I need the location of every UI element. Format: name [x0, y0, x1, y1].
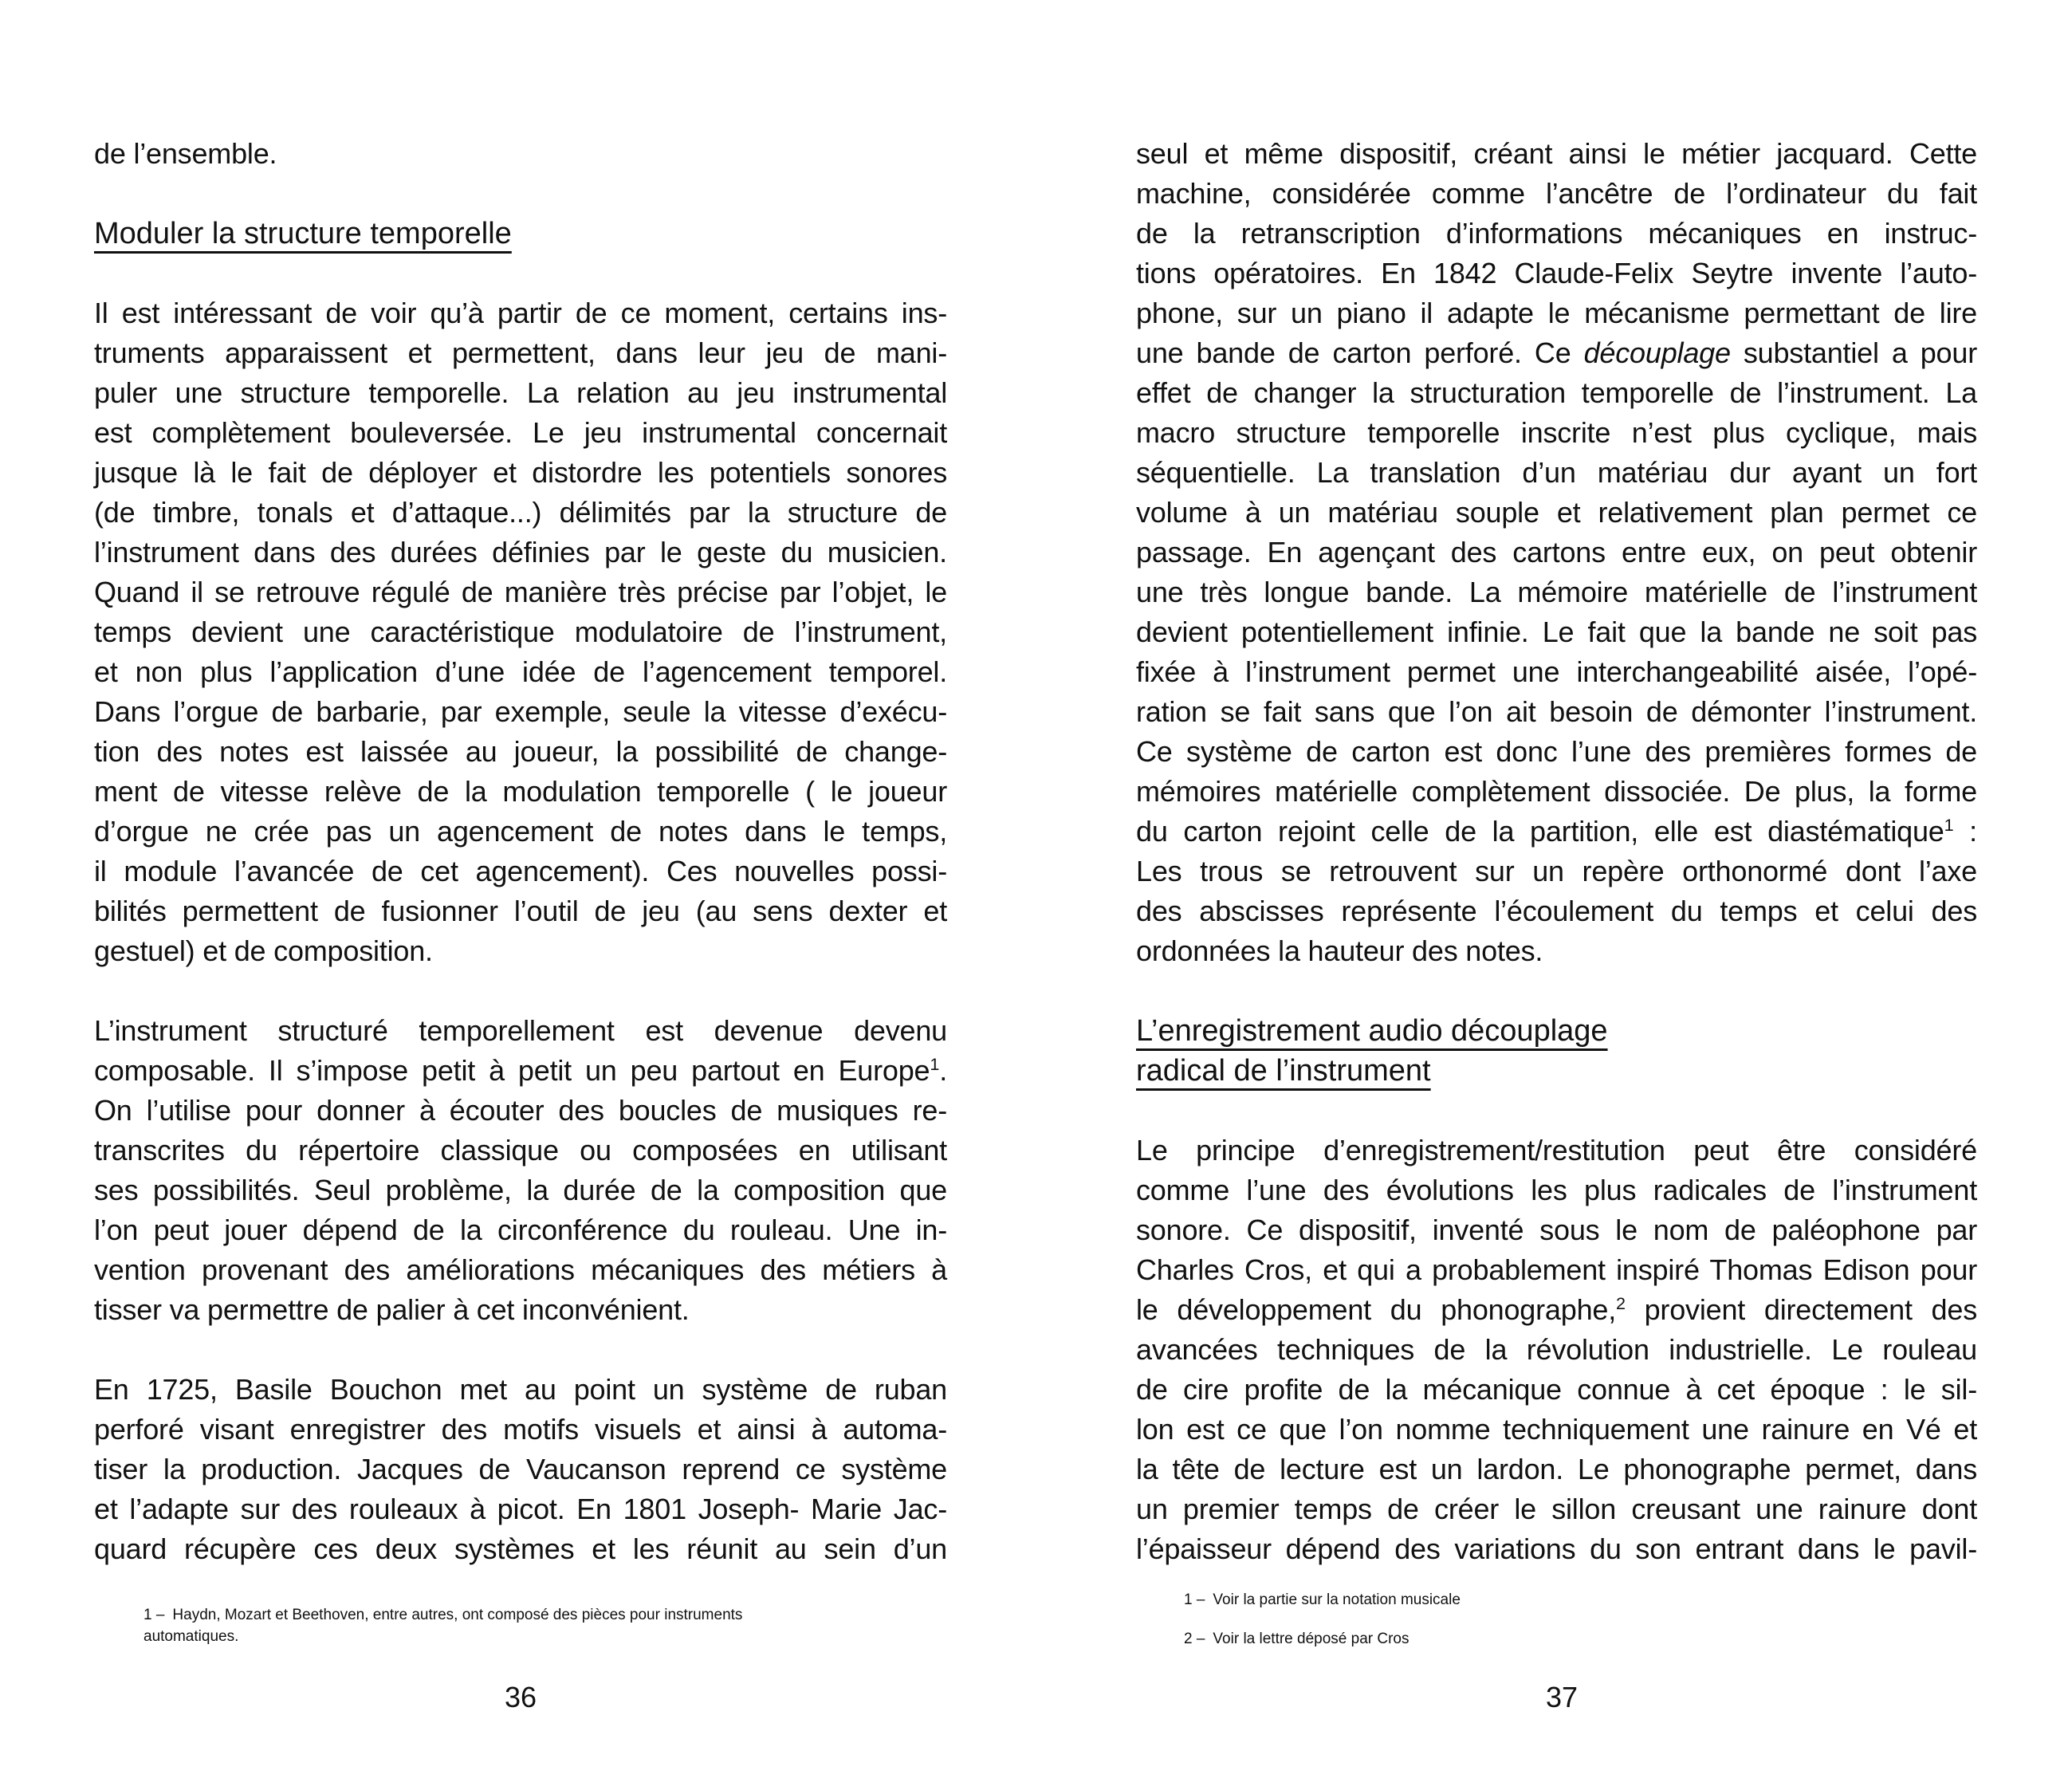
text-line: séquentielle. La translation d’un matériau dur ayant un fort — [1136, 456, 1977, 489]
text-line: ordonnées la hauteur des notes. — [1136, 934, 1543, 967]
text-line: transcrites du répertoire classique ou composées en utilisant — [94, 1134, 947, 1166]
paragraph — [94, 1011, 947, 1330]
text-line: de la retranscription d’informations mécaniques en instruc- — [1136, 217, 1977, 250]
text-line: composable. Il s’impose petit à petit un peu partout en Europe$^1$. — [94, 1054, 947, 1087]
text-line: Les trous se retrouvent sur un repère orthonormé dont l’axe — [1136, 855, 1977, 887]
footnote-mark[interactable]: 1 — [930, 1054, 940, 1074]
text-line: tiser la production. Jacques de Vaucanson reprend ce système — [94, 1453, 947, 1485]
text-line: Il est intéressant de voir qu’à partir de ce moment, certains ins- — [94, 297, 947, 329]
text-line: temps devient une caractéristique modulatoire de l’instrument, — [94, 616, 947, 648]
text-line: ment de vitesse relève de la modulation temporelle ( le joueur — [94, 775, 947, 808]
text-line: phone, sur un piano il adapte le mécanisme permettant de lire — [1136, 297, 1977, 329]
text-line: lon est ce que l’on nomme techniquement une rainure en Vé et — [1136, 1413, 1977, 1446]
text-line: Dans l’orgue de barbarie, par exemple, seule la vitesse d’exécu- — [94, 695, 947, 728]
text-line: (de timbre, tonals et d’attaque...) délimités par la structure de — [94, 496, 947, 529]
text-line: En 1725, Basile Bouchon met au point un système de ruban — [94, 1373, 947, 1406]
text-line: tisser va permettre de palier à cet inconvénient. — [94, 1293, 690, 1326]
footnote-mark[interactable]: 2 — [1616, 1293, 1626, 1313]
text-line: la tête de lecture est un lardon. Le phonographe permet, dans — [1136, 1453, 1977, 1485]
italic-term: découplage — [1583, 336, 1731, 369]
right-text-column — [1136, 134, 1977, 1569]
text-line: macro structure temporelle inscrite n’est plus cyclique, mais — [1136, 416, 1977, 449]
text-line: ses possibilités. Seul problème, la durée de la composition que — [94, 1174, 947, 1206]
text-line: une bande de carton perforé. Ce découplage substantiel a pour — [1136, 336, 1977, 369]
text-line: comme l’une des évolutions les plus radicales de l’instrument — [1136, 1174, 1977, 1206]
text-line: tions opératoires. En 1842 Claude-Felix Seytre invente l’auto- — [1136, 257, 1977, 289]
paragraph — [1136, 1131, 1977, 1569]
footnote-item: 2 – Voir la lettre déposé par Cros — [1184, 1631, 1410, 1647]
text-line: machine, considérée comme l’ancêtre de l’ordinateur du fait — [1136, 177, 1977, 210]
text-line: bilités permettent de fusionner l’outil de jeu (au sens dexter et — [94, 895, 947, 927]
text-line: L’instrument structuré temporellement est devenue devenu — [94, 1014, 947, 1047]
text-line: volume à un matériau souple et relativement plan permet ce — [1136, 496, 1977, 529]
footnote-item: 1 – Haydn, Mozart et Beethoven, entre autres, ont composé des pièces pour instruments — [144, 1607, 743, 1623]
footnote-mark[interactable]: 1 — [1944, 815, 1954, 835]
footnote-continuation: automatiques. — [144, 1628, 239, 1645]
footnote-item: 1 – Voir la partie sur la notation musicale — [1184, 1591, 1461, 1608]
text-line: mémoires matérielle complètement dissociée. De plus, la forme — [1136, 775, 1977, 808]
text-line: gestuel) et de composition. — [94, 934, 433, 967]
text-line: perforé visant enregistrer des motifs visuels et ainsi à automa- — [94, 1413, 947, 1446]
continuation-text: de l’ensemble. — [94, 137, 277, 170]
text-line: un premier temps de créer le sillon creusant une rainure dont — [1136, 1493, 1977, 1525]
page-number: 37 — [1545, 1681, 1579, 1713]
text-line: tion des notes est laissée au joueur, la possibilité de change- — [94, 735, 947, 768]
text-line: l’épaisseur dépend des variations du son entrant dans le pavil- — [1136, 1532, 1977, 1565]
left-text-column — [94, 134, 947, 1569]
text-line: et non plus l’application d’une idée de l’agencement temporel. — [94, 655, 947, 688]
text-line: Quand il se retrouve régulé de manière très précise par l’objet, le — [94, 576, 947, 608]
text-line: une très longue bande. La mémoire matérielle de l’instrument — [1136, 576, 1977, 608]
text-line: truments apparaissent et permettent, dans leur jeu de mani- — [94, 336, 947, 369]
text-line: d’orgue ne crée pas un agencement de notes dans le temps, — [94, 815, 947, 848]
text-line: est complètement bouleversée. Le jeu instrumental concernait — [94, 416, 947, 449]
text-line: Ce système de carton est donc l’une des premières formes de — [1136, 735, 1977, 768]
text-line: du carton rejoint celle de la partition, elle est diastématique$^1$ : — [1136, 815, 1977, 848]
text-line: quard récupère ces deux systèmes et les réunit au sein d’un — [94, 1532, 947, 1565]
text-line: Le principe d’enregistrement/restitution peut être considéré — [1136, 1134, 1977, 1166]
text-line: Charles Cros, et qui a probablement inspiré Thomas Edison pour — [1136, 1253, 1977, 1286]
footnotes — [144, 1604, 861, 1647]
right-page — [1036, 0, 2072, 1790]
text-line: fixée à l’instrument permet une interchangeabilité aisée, l’opé- — [1136, 655, 1977, 688]
text-line: On l’utilise pour donner à écouter des boucles de musiques re- — [94, 1094, 947, 1127]
paragraph — [94, 1370, 947, 1569]
text-line: l’instrument dans des durées définies par le geste du musicien. — [94, 536, 947, 568]
text-line: puler une structure temporelle. La relation au jeu instrumental — [94, 376, 947, 409]
text-line: jusque là le fait de déployer et distordre les potentiels sonores — [94, 456, 947, 489]
text-line: effet de changer la structuration temporelle de l’instrument. La — [1136, 376, 1977, 409]
section-heading-line-2: radical de l’instrument — [1136, 1054, 1431, 1088]
footnotes — [1184, 1589, 1901, 1667]
text-line: devient potentiellement infinie. Le fait que la bande ne soit pas — [1136, 616, 1977, 648]
text-line: des abscisses représente l’écoulement du temps et celui des — [1136, 895, 1977, 927]
paragraph — [94, 293, 947, 971]
text-line: il module l’avancée de cet agencement). Ces nouvelles possi- — [94, 855, 947, 887]
text-line: de cire profite de la mécanique connue à cet époque : le sil- — [1136, 1373, 1977, 1406]
text-line: ration se fait sans que l’on ait besoin de démonter l’instrument. — [1136, 695, 1977, 728]
text-line: vention provenant des améliorations mécaniques des métiers à — [94, 1253, 947, 1286]
text-line: avancées techniques de la révolution industrielle. Le rouleau — [1136, 1333, 1977, 1366]
text-line: passage. En agençant des cartons entre eux, on peut obtenir — [1136, 536, 1977, 568]
section-heading-line-1: L’enregistrement audio découplage — [1136, 1014, 1608, 1048]
text-line: le développement du phonographe,$^2$ provient directement des — [1136, 1293, 1977, 1326]
text-line: sonore. Ce dispositif, inventé sous le nom de paléophone par — [1136, 1214, 1977, 1246]
text-line: l’on peut jouer dépend de la circonférence du rouleau. Une in- — [94, 1214, 947, 1246]
text-line: et l’adapte sur des rouleaux à picot. En 1801 Joseph- Marie Jac- — [94, 1493, 947, 1525]
paragraph — [1136, 134, 1977, 971]
text-line: seul et même dispositif, créant ainsi le métier jacquard. Cette — [1136, 137, 1977, 170]
page-number: 36 — [504, 1681, 537, 1713]
section-heading: Moduler la structure temporelle — [94, 217, 512, 250]
